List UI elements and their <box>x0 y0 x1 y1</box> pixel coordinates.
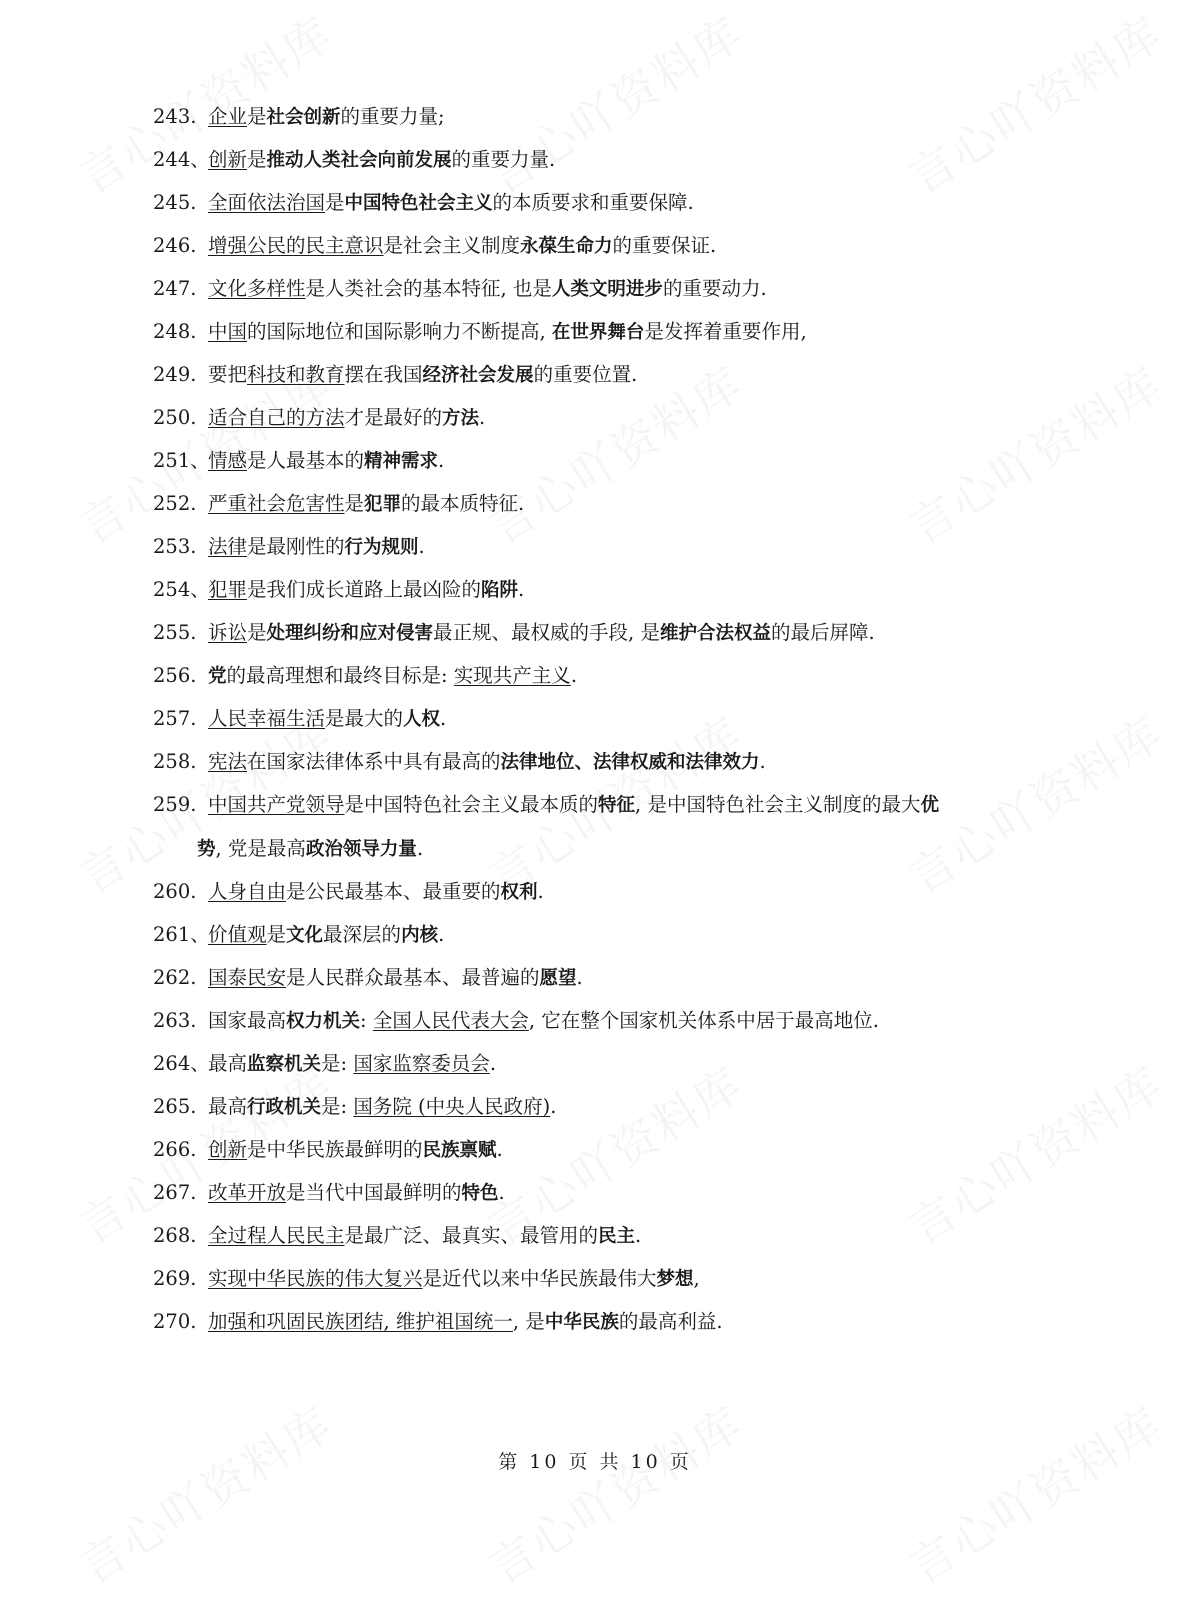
text-segment: . <box>496 1137 503 1161</box>
item-number: 252. <box>153 492 197 516</box>
item-number: 261、 <box>153 922 210 946</box>
watermark-text <box>894 1049 1173 1258</box>
text-segment: 的最后屏障. <box>770 621 875 645</box>
list-item <box>153 1266 700 1293</box>
bold-text: 犯罪 <box>364 494 402 516</box>
list-item <box>153 190 694 217</box>
item-number: 254、 <box>153 578 210 602</box>
text-segment: 是 <box>325 191 345 215</box>
underlined-text: 国家监察委员会 <box>353 1051 490 1075</box>
item-number: 249. <box>153 363 197 387</box>
text-segment: . <box>498 1180 505 1204</box>
underlined-text: 改革开放 <box>208 1180 287 1204</box>
item-number: 260. <box>153 879 197 903</box>
text-segment: 是人类社会的基本特征, 也是 <box>305 277 552 301</box>
text-segment: 是公民最基本、最重要的 <box>286 879 501 903</box>
text-segment: 的重要力量. <box>451 148 556 172</box>
list-item <box>153 276 767 303</box>
item-number: 263. <box>153 1008 197 1032</box>
text-segment: 是: <box>321 1051 354 1075</box>
list-item <box>153 1008 879 1035</box>
text-segment: 在国家法律体系中具有最高的 <box>247 750 501 774</box>
list-item <box>153 104 445 131</box>
bold-text: 经济社会发展 <box>422 365 534 387</box>
bold-text: 势 <box>197 838 216 860</box>
underlined-text: 全国人民代表大会 <box>372 1008 529 1032</box>
item-number: 253. <box>153 535 197 559</box>
text-segment: . <box>537 879 544 903</box>
underlined-text: 情感 <box>208 449 248 473</box>
text-segment: . <box>759 750 766 774</box>
text-segment: 是最刚性的 <box>247 535 345 559</box>
underlined-text: 中国共产党领导 <box>208 793 345 817</box>
watermark-text <box>894 1389 1173 1597</box>
underlined-text: 人民幸福生活 <box>208 707 326 731</box>
item-number: 269. <box>153 1266 197 1290</box>
page-footer: 第 10 页 共 10 页 <box>498 1451 692 1473</box>
text-segment: 要把 <box>208 363 248 387</box>
watermark-text <box>474 1389 753 1597</box>
bold-text: 精神需求 <box>364 451 439 473</box>
text-segment: 的最高理想和最终目标是: <box>226 664 454 688</box>
underlined-text: 法律 <box>208 535 248 559</box>
text-segment: 是近代以来中华民族最伟大 <box>422 1266 657 1290</box>
underlined-text: 科技和教育 <box>247 363 345 387</box>
bold-text: 永葆生命力 <box>520 236 613 258</box>
text-segment: 是发挥着重要作用, <box>644 320 807 344</box>
text-segment: . <box>479 406 486 430</box>
item-number: 267. <box>153 1180 197 1204</box>
bold-text: 民族禀赋 <box>422 1139 497 1161</box>
underlined-text: 文化多样性 <box>208 277 306 301</box>
item-number: 251、 <box>153 449 210 473</box>
bold-text: 陷阱 <box>481 580 519 602</box>
bold-text: 法律地位、法律权威和法律效力 <box>500 752 760 774</box>
list-item <box>153 922 444 949</box>
text-segment: , 是 <box>512 1309 545 1333</box>
underlined-text: 犯罪 <box>208 578 248 602</box>
text-segment: 的本质要求和重要保障. <box>492 191 694 215</box>
text-segment: 是: <box>321 1094 354 1118</box>
text-segment: 是人最基本的 <box>247 449 365 473</box>
watermark-text <box>474 0 753 207</box>
text-segment: 的重要保证. <box>612 234 717 258</box>
list-item-continuation <box>197 836 423 863</box>
text-segment: . <box>438 922 445 946</box>
item-number: 270. <box>153 1309 197 1333</box>
text-segment: 的最本质特征. <box>401 492 525 516</box>
text-segment: 的重要动力. <box>662 277 767 301</box>
text-segment: 是 <box>247 148 267 172</box>
bold-text: 人权 <box>403 709 441 731</box>
text-segment: 的重要位置. <box>533 363 638 387</box>
text-segment: 是中华民族最鲜明的 <box>247 1137 423 1161</box>
bold-text: 行为规则 <box>344 537 419 559</box>
item-number: 257. <box>153 707 197 731</box>
underlined-text: 适合自己的方法 <box>208 406 345 430</box>
bold-text: 人类文明进步 <box>551 279 663 301</box>
underlined-text: 国务院 (中央人民政府) <box>353 1094 551 1118</box>
bold-text: 愿望 <box>539 967 577 989</box>
text-segment: . <box>418 535 425 559</box>
item-number: 265. <box>153 1094 197 1118</box>
watermark-text <box>894 349 1173 558</box>
text-segment: , <box>693 1266 700 1290</box>
underlined-text: 人身自由 <box>208 879 287 903</box>
bold-text: 社会创新 <box>266 107 341 128</box>
item-number: 258. <box>153 750 197 774</box>
text-segment: 是 <box>344 492 365 516</box>
underlined-text: 创新 <box>208 1137 248 1161</box>
list-item <box>153 147 555 174</box>
list-item <box>153 319 807 346</box>
list-item <box>153 1094 556 1121</box>
watermark-text <box>894 0 1173 207</box>
underlined-text: 价值观 <box>208 922 267 946</box>
underlined-text: 全过程人民民主 <box>208 1223 345 1247</box>
underlined-text: 实现共产主义 <box>453 664 571 688</box>
bold-text: 维护合法权益 <box>659 623 771 645</box>
text-segment: 的最高利益. <box>618 1309 723 1333</box>
list-item <box>153 965 583 992</box>
text-segment: 是人民群众最基本、最普遍的 <box>286 965 540 989</box>
item-number: 245. <box>153 191 197 215</box>
text-segment: 是 <box>247 105 267 128</box>
list-item <box>153 405 485 432</box>
list-item <box>153 1180 505 1207</box>
list-item <box>153 1051 496 1078</box>
bold-text: 监察机关 <box>247 1053 322 1075</box>
bold-text: 方法 <box>442 408 480 430</box>
text-segment: 最高 <box>208 1051 248 1075</box>
bold-text: 政治领导力量 <box>305 838 417 860</box>
text-segment: 摆在我国 <box>344 363 423 387</box>
list-item <box>153 1223 641 1250</box>
bold-text: 权力机关 <box>286 1010 361 1032</box>
bold-text: 特征 <box>598 795 636 817</box>
text-segment: 是中国特色社会主义最本质的 <box>344 793 599 817</box>
underlined-text: 诉讼 <box>208 621 248 645</box>
text-segment: . <box>518 578 525 602</box>
bold-text: 内核 <box>401 924 439 946</box>
list-item <box>153 534 425 561</box>
text-segment: 是我们成长道路上最凶险的 <box>247 578 482 602</box>
bold-text: 在世界舞台 <box>551 322 645 344</box>
text-segment: . <box>438 449 445 473</box>
list-item <box>153 706 446 733</box>
item-number: 268. <box>153 1223 197 1247</box>
text-segment: , 它在整个国家机关体系中居于最高地位. <box>528 1008 879 1032</box>
list-item <box>153 879 544 906</box>
text-segment: 是 <box>266 922 287 946</box>
underlined-text: 创新 <box>208 148 248 172</box>
text-segment: . <box>416 836 424 860</box>
bold-text: 文化 <box>286 924 324 946</box>
text-segment: . <box>440 707 447 731</box>
text-segment: 的重要力量; <box>340 105 445 128</box>
item-number: 259. <box>153 793 197 817</box>
text-segment: : <box>360 1008 373 1032</box>
bold-text: 行政机关 <box>247 1096 322 1118</box>
list-item <box>153 233 716 260</box>
item-number: 264、 <box>153 1051 210 1075</box>
bold-text: 党 <box>208 666 227 688</box>
list-item <box>153 577 524 604</box>
text-segment: 最高 <box>208 1094 248 1118</box>
list-item <box>153 792 939 819</box>
item-number: 256. <box>153 664 197 688</box>
text-segment: . <box>635 1223 642 1247</box>
watermark-text <box>64 1389 343 1597</box>
underlined-text: 加强和巩固民族团结, 维护祖国统一 <box>208 1309 513 1333</box>
list-item <box>153 749 766 776</box>
item-number: 262. <box>153 965 197 989</box>
item-number: 246. <box>153 234 197 258</box>
text-segment: 是当代中国最鲜明的 <box>286 1180 462 1204</box>
text-segment: 是 <box>247 621 267 645</box>
text-segment: . <box>489 1051 497 1075</box>
list-item <box>153 1137 503 1164</box>
item-number: 244、 <box>153 148 210 172</box>
text-segment: 才是最好的 <box>344 406 443 430</box>
text-segment: , 党是最高 <box>215 836 306 860</box>
list-item <box>153 362 637 389</box>
list-item <box>153 491 524 518</box>
item-number: 247. <box>153 277 197 301</box>
underlined-text: 增强公民的民主意识 <box>208 234 384 258</box>
underlined-text: 全面依法治国 <box>208 191 326 215</box>
bold-text: 民主 <box>598 1225 636 1247</box>
text-segment: 最正规、最权威的手段, 是 <box>433 621 660 645</box>
bold-text: 推动人类社会向前发展 <box>266 150 452 172</box>
text-segment: 的国际地位和国际影响力不断提高, <box>247 320 552 344</box>
underlined-text: 企业 <box>208 105 248 128</box>
underlined-text: 国泰民安 <box>208 965 287 989</box>
text-segment: 国家最高 <box>208 1008 287 1032</box>
text-segment: 最深层的 <box>323 922 402 946</box>
bold-text: 处理纠纷和应对侵害 <box>266 623 434 645</box>
text-segment: 是最大的 <box>325 707 404 731</box>
item-number: 266. <box>153 1137 197 1161</box>
underlined-text: 实现中华民族的伟大复兴 <box>208 1266 423 1290</box>
bold-text: 权利 <box>500 881 538 903</box>
list-item <box>153 663 577 690</box>
list-item <box>153 1309 723 1336</box>
bold-text: 中华民族 <box>544 1311 619 1333</box>
underlined-text: 严重社会危害性 <box>208 492 345 516</box>
list-item <box>153 620 875 647</box>
text-segment: 是社会主义制度 <box>383 234 521 258</box>
item-number: 243. <box>153 105 197 128</box>
underlined-text: 宪法 <box>208 750 248 774</box>
bold-text: 梦想 <box>656 1268 694 1290</box>
text-segment: , 是中国特色社会主义制度的最大 <box>635 793 921 817</box>
text-segment: . <box>550 1094 557 1118</box>
list-item <box>153 448 444 475</box>
bold-text: 特色 <box>461 1182 499 1204</box>
underlined-text: 中国 <box>208 320 248 344</box>
item-number: 248. <box>153 320 197 344</box>
bold-text: 优 <box>920 795 939 817</box>
text-segment: . <box>570 664 578 688</box>
text-segment: 是最广泛、最真实、最管用的 <box>344 1223 599 1247</box>
text-segment: . <box>576 965 583 989</box>
item-number: 250. <box>153 406 197 430</box>
item-number: 255. <box>153 621 197 645</box>
bold-text: 中国特色社会主义 <box>344 193 493 215</box>
